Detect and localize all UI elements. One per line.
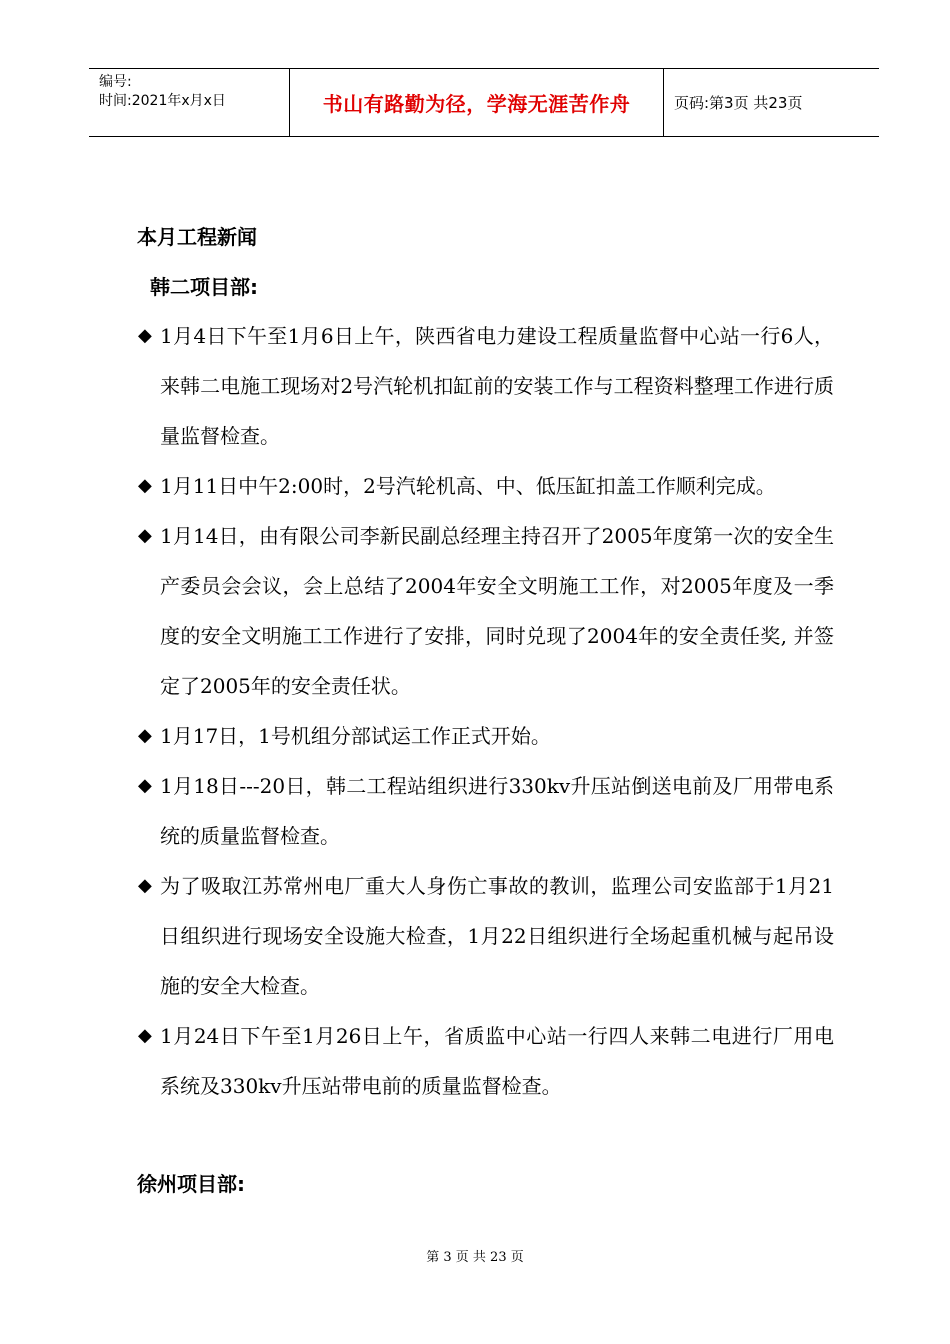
news-item-text: 1月14日，由有限公司李新民副总经理主持召开了2005年度第一次的安全生产委员会会议，会上总结了2004年安全文明施工工作，对2005年度及一季度的安全文明施工工作进行了安排，同时兑现了2004年的安全责任奖, 并签定了2005年的安全责任状。 (160, 524, 834, 698)
news-item (138, 1011, 834, 1111)
header-motto: 书山有路勤为径，学海无涯苦作舟 (290, 69, 664, 136)
news-item (138, 311, 834, 461)
diamond-bullet-icon: ◆ (138, 325, 152, 346)
news-item-text: 为了吸取江苏常州电厂重大人身伤亡事故的教训，监理公司安监部于1月21日组织进行现场安全设施大检查，1月22日组织进行全场起重机械与起吊设施的安全大检查。 (160, 874, 834, 998)
header-time-label: 时间:2021年x月x日 (99, 93, 226, 109)
news-item (138, 711, 834, 761)
diamond-bullet-icon: ◆ (138, 775, 152, 796)
news-item (138, 861, 834, 1011)
document-title: 本月工程新闻 (137, 225, 257, 249)
diamond-bullet-icon: ◆ (138, 475, 152, 496)
news-item-text: 1月17日，1号机组分部试运工作正式开始。 (160, 724, 551, 748)
news-item-text: 1月18日---20日，韩二工程站组织进行330kv升压站倒送电前及厂用带电系统的质量监督检查。 (160, 774, 834, 848)
header-meta (89, 69, 290, 136)
news-list-han2 (138, 311, 834, 1111)
header-number-label: 编号: (99, 74, 132, 90)
page-header (89, 68, 879, 137)
news-item (138, 461, 834, 511)
diamond-bullet-icon: ◆ (138, 1025, 152, 1046)
news-item (138, 761, 834, 861)
diamond-bullet-icon: ◆ (138, 875, 152, 896)
diamond-bullet-icon: ◆ (138, 525, 152, 546)
news-item (138, 511, 834, 711)
news-item-text: 1月11日中午2:00时，2号汽轮机高、中、低压缸扣盖工作顺利完成。 (160, 474, 776, 498)
page-footer: 第 3 页 共 23 页 (426, 1250, 524, 1265)
header-page-info: 页码:第3页 共23页 (674, 94, 803, 112)
news-item-text: 1月4日下午至1月6日上午，陕西省电力建设工程质量监督中心站一行6人，来韩二电施工现场对2号汽轮机扣缸前的安装工作与工程资料整理工作进行质量监督检查。 (160, 324, 834, 448)
diamond-bullet-icon: ◆ (138, 725, 152, 746)
section-heading-han2: 韩二项目部: (150, 275, 258, 299)
news-item-text: 1月24日下午至1月26日上午，省质监中心站一行四人来韩二电进行厂用电系统及330kv升压站带电前的质量监督检查。 (160, 1024, 834, 1098)
section-heading-xuzhou: 徐州项目部: (137, 1172, 245, 1196)
